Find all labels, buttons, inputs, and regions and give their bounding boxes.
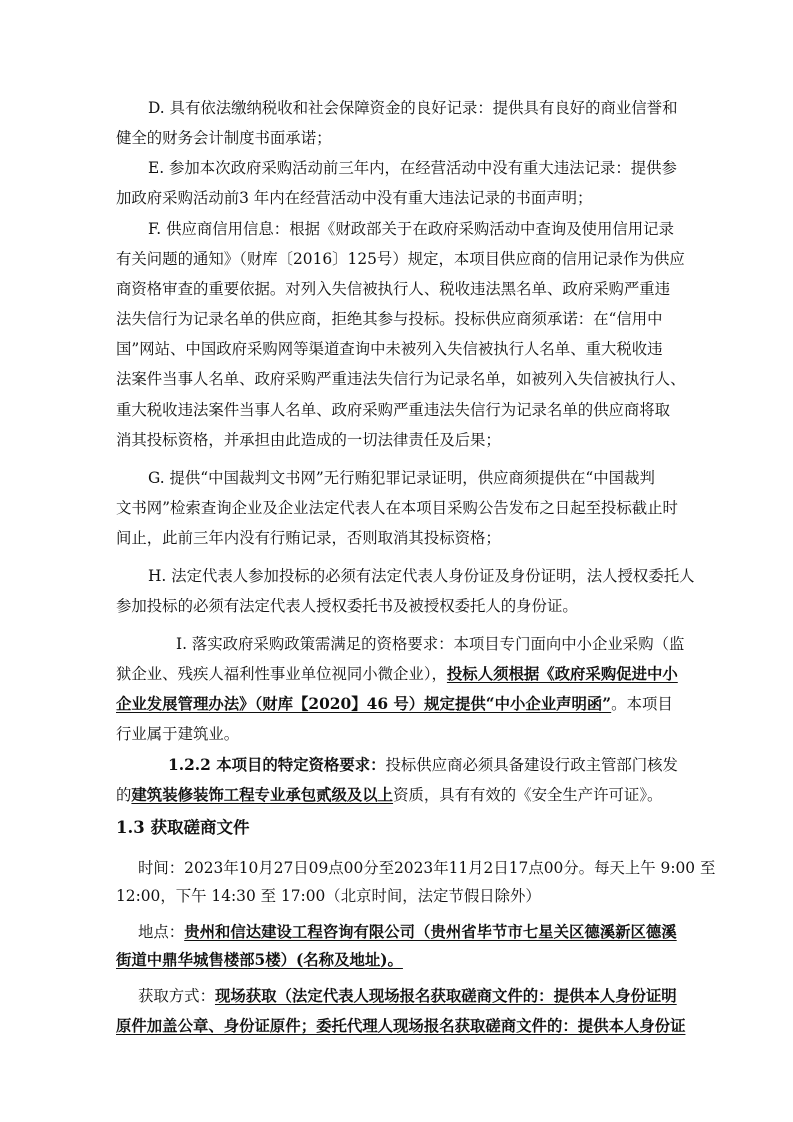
item-i-line-3-plain: 。本项目: [611, 695, 673, 713]
section-1-2-2-suffix: 资质，具有有效的《安全生产许可证》。: [393, 786, 663, 804]
item-i-line-2-plain: 狱企业、残疾人福利性事业单位视同小微企业），: [116, 665, 447, 683]
item-e-line-1: E. 参加本次政府采购活动前三年内，在经营活动中没有重大违法记录：提供参: [148, 159, 677, 177]
section-1-3-heading: 1.3 获取磋商文件: [116, 818, 250, 837]
item-f-line-1: F. 供应商信用信息：根据《财政部关于在政府采购活动中查询及使用信用记录: [148, 220, 674, 238]
item-g-line-2: 文书网”检索查询企业及企业法定代表人在本项目采购公告发布之日起至投标截止时: [116, 499, 678, 517]
item-e-line-2: 加政府采购活动前3 年内在经营活动中没有重大违法记录的书面声明；: [116, 189, 593, 207]
time-line-2: 12:00，下午 14:30 至 17:00（北京时间，法定节假日除外）: [116, 887, 541, 905]
item-f-line-8: 消其投标资格，并承担由此造成的一切法律责任及后果；: [116, 431, 501, 449]
section-1-2-2-line-1: [168, 755, 678, 775]
item-g-line-3: 间止，此前三年内没有行贿记录，否则取消其投标资格；: [116, 529, 501, 547]
location-line-2: 街道中鼎华城售楼部5楼）(名称及地址)。: [116, 951, 403, 969]
item-i-line-4: 行业属于建筑业。: [116, 725, 240, 743]
time-line-1: 时间：2023年10月27日09点00分至2023年11月2日17点00分。每天上午 9:00 至: [138, 859, 716, 877]
method-line-1: [138, 986, 677, 1006]
method-label: 获取方式：: [138, 987, 215, 1005]
item-i-line-2: [116, 664, 678, 684]
item-h-line-1: H. 法定代表人参加投标的必须有法定代表人身份证及身份证明，法人授权委托人: [148, 567, 695, 585]
section-1-2-2-text: 投标供应商必须具备建设行政主管部门核发: [385, 756, 678, 774]
item-f-line-2: 有关问题的通知》（财库〔2016〕125号）规定，本项目供应商的信用记录作为供应: [116, 250, 685, 268]
location-value: 贵州和信达建设工程咨询有限公司（贵州省毕节市七星关区德溪新区德溪: [184, 923, 677, 941]
item-f-line-7: 重大税收违法案件当事人名单、政府采购严重违法失信行为记录名单的供应商将取: [116, 401, 671, 419]
item-i-line-2-emphasis: 投标人须根据《政府采购促进中小: [446, 665, 678, 683]
item-f-line-6: 法案件当事人名单、政府采购严重违法失信行为记录名单，如被列入失信被执行人、: [116, 370, 686, 388]
item-f-line-3: 商资格审查的重要依据。对列入失信被执行人、税收违法黑名单、政府采购严重违: [116, 280, 671, 298]
section-1-2-2-qualification: 建筑装修装饰工程专业承包贰级及以上: [131, 786, 394, 804]
section-1-2-2-line-2: [116, 785, 662, 805]
item-i-line-3-emphasis: 企业发展管理办法》（财库【2020】46 号）规定提供“中小企业声明函”: [116, 695, 612, 713]
item-d-line-1: D. 具有依法缴纳税收和社会保障资金的良好记录：提供具有良好的商业信誉和: [148, 99, 678, 117]
location-line-1: [138, 922, 677, 942]
item-d-line-2: 健全的财务会计制度书面承诺；: [116, 129, 332, 147]
item-g-line-1: G. 提供“中国裁判文书网”无行贿犯罪记录证明，供应商须提供在“中国裁判: [148, 469, 655, 487]
section-1-2-2-prefix: 的: [116, 786, 132, 804]
item-f-line-4: 法失信行为记录名单的供应商，拒绝其参与投标。投标供应商须承诺：在“信用中: [116, 310, 663, 328]
item-f-line-5: 国”网站、中国政府采购网等渠道查询中未被列入失信被执行人名单、重大税收违: [116, 340, 663, 358]
item-i-line-1: I. 落实政府采购政策需满足的资格要求：本项目专门面向中小企业采购（监: [176, 635, 685, 653]
item-i-line-3: [116, 694, 673, 714]
section-1-2-2-label: 1.2.2 本项目的特定资格要求：: [168, 756, 386, 774]
method-line-2: 原件加盖公章、身份证原件；委托代理人现场报名获取磋商文件的：提供本人身份证: [116, 1017, 686, 1035]
location-label: 地点：: [138, 923, 185, 941]
method-value: 现场获取（法定代表人现场报名获取磋商文件的：提供本人身份证明: [214, 987, 677, 1005]
item-h-line-2: 参加投标的必须有法定代表人授权委托书及被授权委托人的身份证。: [116, 597, 578, 615]
